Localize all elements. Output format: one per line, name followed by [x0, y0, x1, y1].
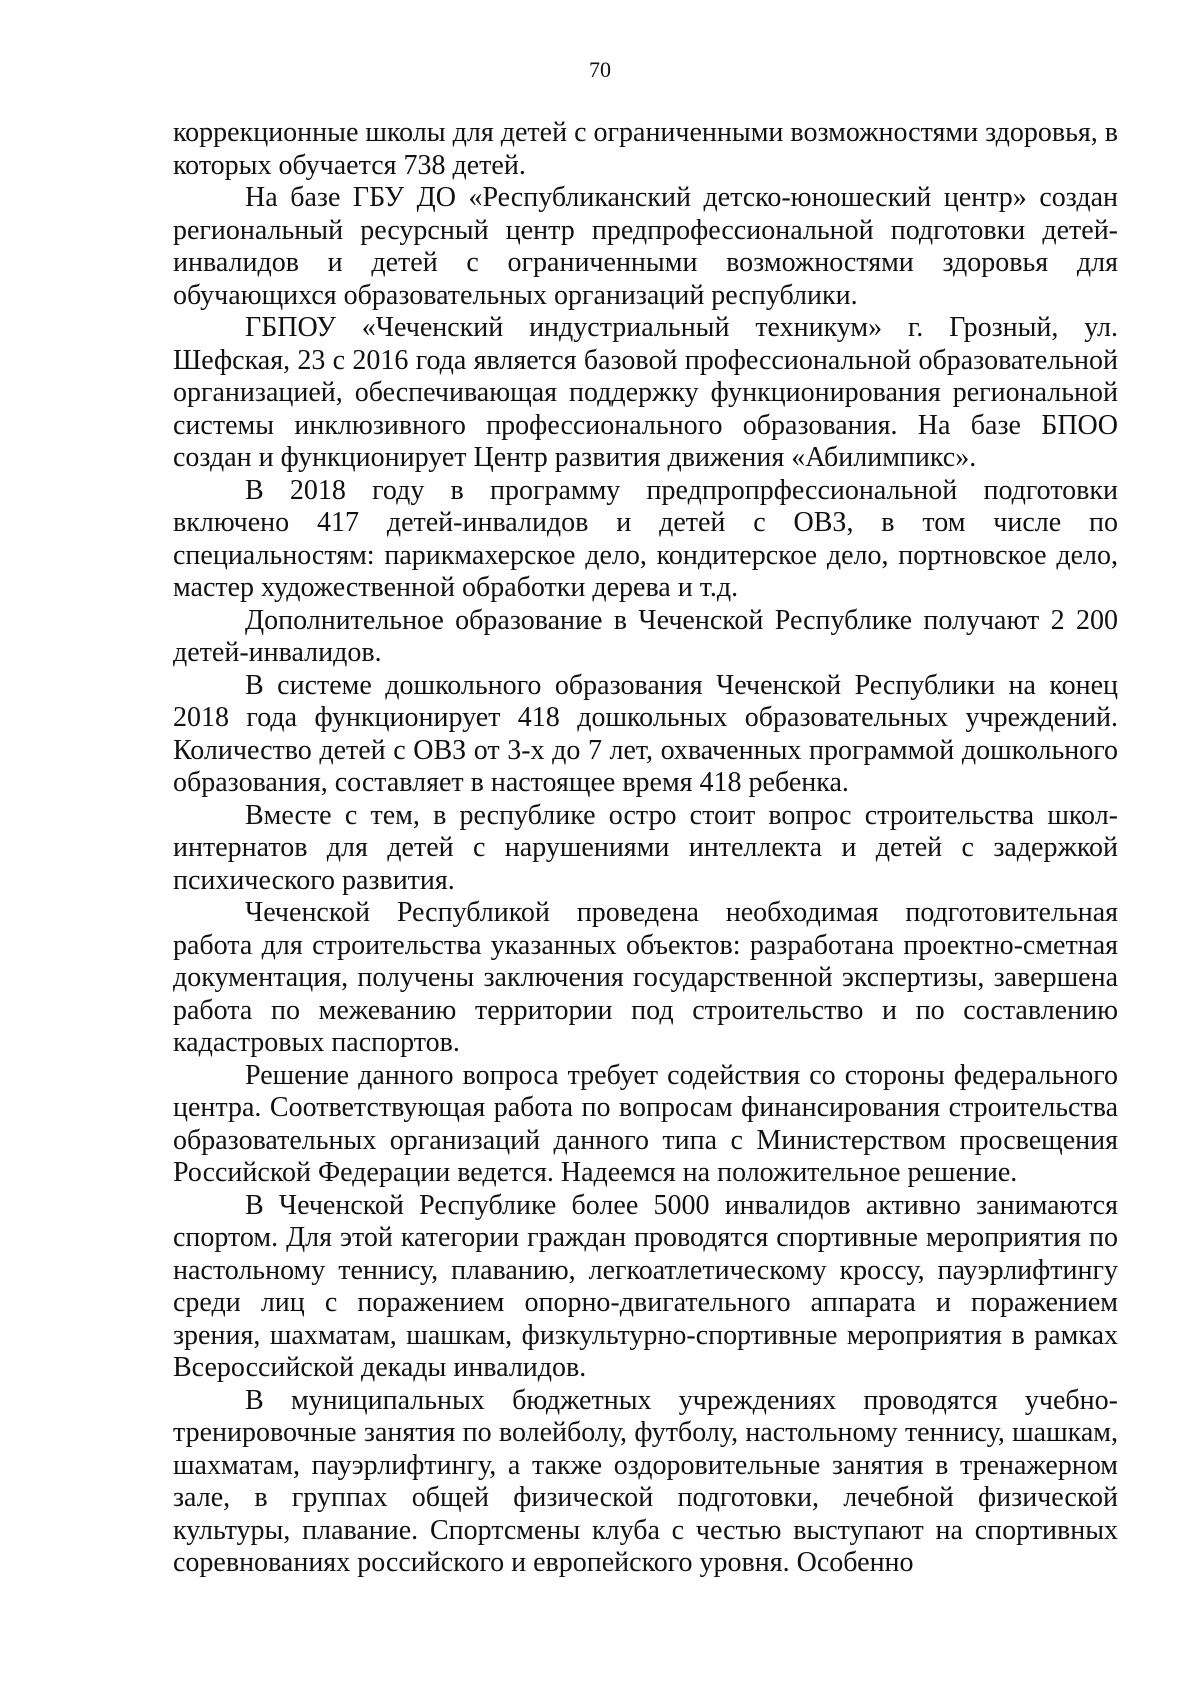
paragraph-7: Вместе с тем, в республике остро стоит вопрос строительства школ-интернатов для детей с нарушениями интеллекта и детей с задержкой психического развития.	[173, 799, 1118, 896]
document-body	[173, 117, 1118, 1580]
paragraph-9: Решение данного вопроса требует содействия со стороны федерального центра. Соответствующая работа по вопросам финансирования строительства образовательных организаций данного типа с Министерством просвещения Российской Федерации ведется. Надеемся на положительное решение.	[173, 1059, 1118, 1188]
paragraph-5: Дополнительное образование в Чеченской Республике получают 2 200 детей-инвалидов.	[173, 604, 1118, 668]
paragraph-2: На базе ГБУ ДО «Республиканский детско-юношеский центр» создан региональный ресурсный центр предпрофессиональной подготовки детей-инвалидов и детей с ограниченными возможностями здоровья для обучающихся образовательных организаций республики.	[173, 182, 1118, 311]
page-number: 70	[589, 57, 611, 82]
paragraph-3: ГБПОУ «Чеченский индустриальный техникум» г. Грозный, ул. Шефская, 23 с 2016 года является базовой профессиональной образовательной организацией, обеспечивающая поддержку функционирования региональной системы инклюзивного профессионального образования. На базе БПОО создан и функционирует Центр развития движения «Абилимпикс».	[173, 312, 1118, 473]
paragraph-11: В муниципальных бюджетных учреждениях проводятся учебно-тренировочные занятия по волейболу, футболу, настольному теннису, шашкам, шахматам, пауэрлифтингу, а также оздоровительные занятия в тренажерном зале, в группах общей физической подготовки, лечебной физической культуры, плавание. Спортсмены клуба с честью выступают на спортивных соревнованиях российского и европейского уровня. Особенно	[173, 1384, 1118, 1578]
paragraph-10: В Чеченской Республике более 5000 инвалидов активно занимаются спортом. Для этой категории граждан проводятся спортивные мероприятия по настольному теннису, плаванию, легкоатлетическому кроссу, пауэрлифтингу среди лиц с поражением опорно-двигательного аппарата и поражением зрения, шахматам, шашкам, физкультурно-спортивные мероприятия в рамках Всероссийской декады инвалидов.	[173, 1189, 1118, 1383]
paragraph-1: коррекционные школы для детей с ограниченными возможностями здоровья, в которых обучается 738 детей.	[173, 117, 1118, 181]
paragraph-6: В системе дошкольного образования Чеченской Республики на конец 2018 года функционирует 418 дошкольных образовательных учреждений. Количество детей с ОВЗ от 3-х до 7 лет, охваченных программой дошкольного образования, составляет в настоящее время 418 ребенка.	[173, 669, 1118, 798]
paragraph-8: Чеченской Республикой проведена необходимая подготовительная работа для строительства указанных объектов: разработана проектно-сметная документация, получены заключения государственной экспертизы, завершена работа по межеванию территории под строительство и по составлению кадастровых паспортов.	[173, 897, 1118, 1058]
paragraph-4: В 2018 году в программу предпропрфессиональной подготовки включено 417 детей-инвалидов и детей с ОВЗ, в том числе по специальностям: парикмахерское дело, кондитерское дело, портновское дело, мастер художественной обработки дерева и т.д.	[173, 474, 1118, 603]
